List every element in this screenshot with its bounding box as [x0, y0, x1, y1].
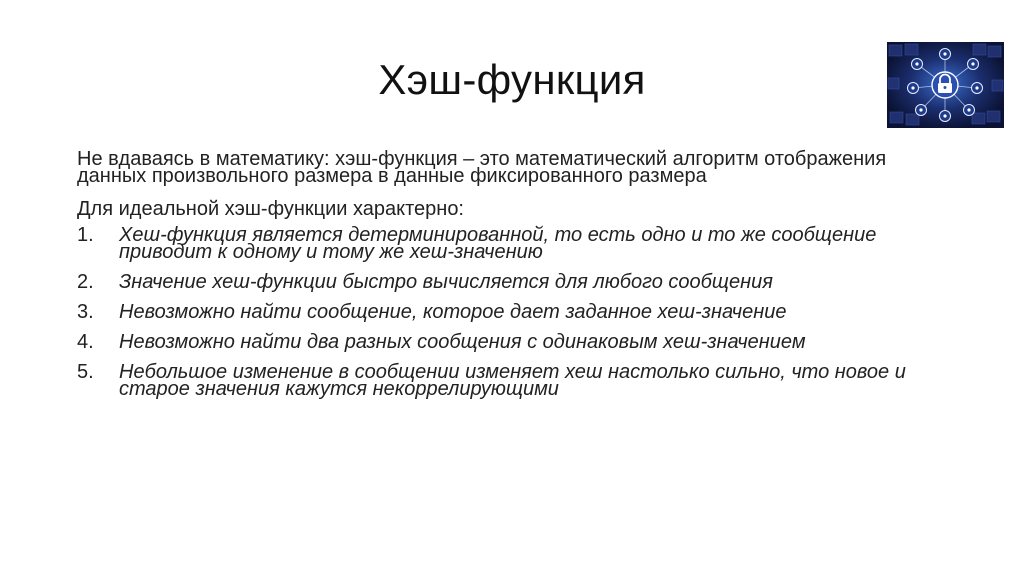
list-item-text: Невозможно найти сообщение, которое дает заданное хеш-значение — [119, 301, 787, 323]
network-security-lock-icon — [887, 42, 1004, 128]
list-item-number: 2. — [77, 271, 94, 293]
list-item-text: Небольшое изменение в сообщении изменяет хеш настолько сильно, что новое и старое значения кажутся некоррелирующими — [119, 361, 906, 400]
list-item-number: 4. — [77, 331, 94, 353]
list-item — [77, 331, 937, 353]
list-item-text: Хеш-функция является детерминированной, то есть одно и то же сообщение приводит к одному и тому же хеш-значению — [119, 224, 877, 263]
slide-body — [77, 148, 937, 400]
list-item — [77, 361, 937, 400]
list-item-number: 5. — [77, 361, 94, 383]
list-item-text: Невозможно найти два разных сообщения с одинаковым хеш-значением — [119, 331, 806, 353]
list-item-number: 1. — [77, 224, 94, 246]
list-item-number: 3. — [77, 301, 94, 323]
list-item — [77, 271, 937, 293]
slide-title: Хэш-функция — [378, 56, 646, 103]
list-item — [77, 224, 937, 263]
properties-list — [77, 224, 937, 400]
list-item-text: Значение хеш-функции быстро вычисляется для любого сообщения — [119, 271, 773, 293]
list-item — [77, 301, 937, 323]
definition-paragraph: Не вдаваясь в математику: хэш-функция – это математический алгоритм отображения данных произвольного размера в данные фиксированного размера — [77, 148, 887, 187]
properties-intro: Для идеальной хэш-функции характерно: — [77, 198, 464, 220]
